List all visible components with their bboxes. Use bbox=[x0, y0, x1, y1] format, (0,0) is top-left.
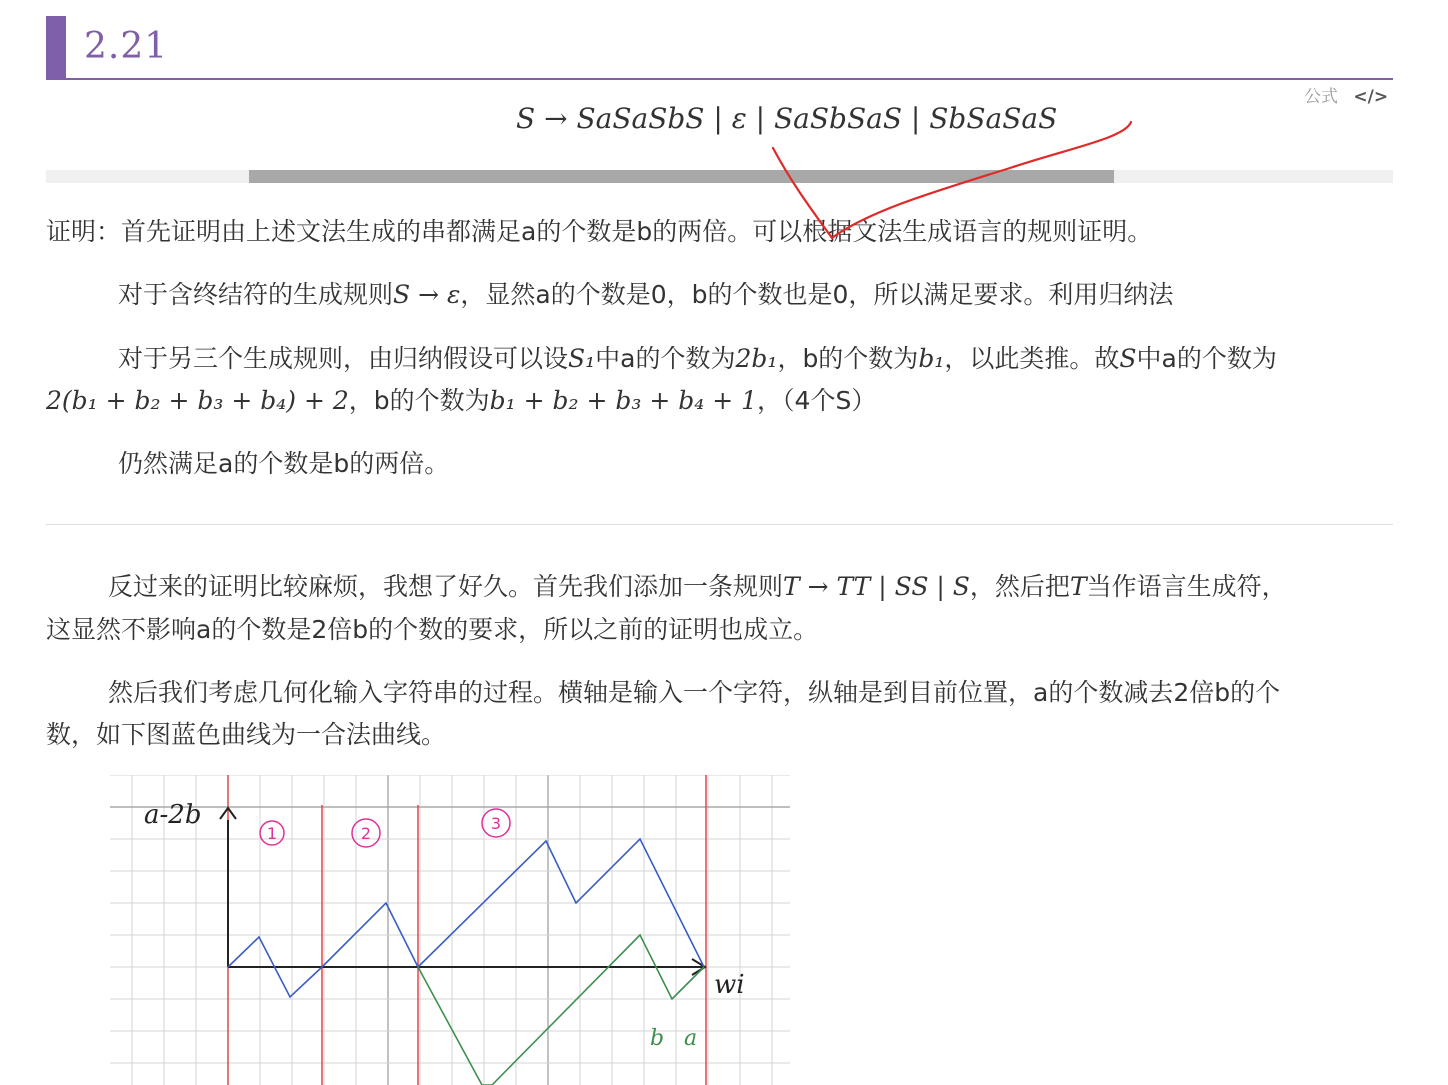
paragraph-induction-2 bbox=[46, 380, 876, 422]
graph-svg bbox=[110, 775, 790, 1085]
grammar-formula: S → SaSaSbS | ε | SaSbSaS | SbSaSaS bbox=[516, 102, 1058, 135]
code-icon[interactable]: </> bbox=[1353, 87, 1389, 107]
green-label: b bbox=[650, 1026, 665, 1051]
red-divider-lines bbox=[228, 775, 706, 1085]
text: 对于另三个生成规则，由归纳假设可以设 bbox=[118, 344, 569, 373]
text: 中a的个数为 bbox=[595, 344, 736, 373]
segment-label: 3 bbox=[490, 814, 502, 833]
text: ，显然a的个数是0，b的个数也是0，所以满足要求。利用归纳法 bbox=[460, 280, 1174, 309]
blue-valid-curve bbox=[228, 839, 704, 997]
math-inline: S₁ bbox=[568, 344, 596, 373]
x-axis-label: wi bbox=[714, 970, 745, 1000]
text: ，b的个数为 bbox=[348, 386, 490, 415]
paragraph-converse-2: 这显然不影响a的个数是2倍b的个数的要求，所以之前的证明也成立。 bbox=[46, 615, 819, 644]
text: ，（4个S） bbox=[757, 386, 877, 415]
math-inline: b₁ bbox=[918, 344, 945, 373]
paragraph-geometry-2: 数，如下图蓝色曲线为一合法曲线。 bbox=[46, 720, 447, 749]
segment-labels bbox=[260, 809, 510, 847]
segment-label: 1 bbox=[266, 824, 278, 843]
paragraph-conclusion: 仍然满足a的个数是b的两倍。 bbox=[118, 449, 450, 478]
formula-scrollbar-thumb[interactable] bbox=[249, 170, 1114, 183]
math-inline: S → ε bbox=[393, 280, 461, 309]
math-inline: T → TT | SS | S bbox=[783, 572, 970, 601]
formula-toolbar bbox=[1304, 82, 1398, 107]
math-inline: b₁ + b₂ + b₃ + b₄ + 1 bbox=[489, 386, 758, 415]
text: ，以此类推。故 bbox=[944, 344, 1120, 373]
section-heading bbox=[46, 16, 1393, 80]
y-axis-label: a-2b bbox=[144, 800, 202, 830]
text: ，然后把 bbox=[969, 572, 1070, 601]
text: 当作语言生成符， bbox=[1086, 572, 1287, 601]
math-inline: 2(b₁ + b₂ + b₃ + b₄) + 2 bbox=[46, 386, 349, 415]
paragraph-terminal-rule bbox=[118, 274, 1173, 316]
math-inline: S bbox=[1119, 344, 1137, 373]
heading-accent-bar bbox=[46, 16, 66, 78]
green-label: a bbox=[684, 1026, 698, 1051]
formula-label[interactable]: 公式 bbox=[1304, 87, 1338, 107]
paragraph-geometry-1: 然后我们考虑几何化输入字符串的过程。横轴是输入一个字符，纵轴是到目前位置，a的个数减去2倍b的个 bbox=[108, 678, 1281, 707]
paragraph-proof-intro: 证明：首先证明由上述文法生成的串都满足a的个数是b的两倍。可以根据文法生成语言的规则证明。 bbox=[46, 217, 1153, 246]
text: ，b的个数为 bbox=[777, 344, 919, 373]
text: 对于含终结符的生成规则 bbox=[118, 280, 394, 309]
divider bbox=[46, 524, 1393, 525]
segment-label: 2 bbox=[360, 824, 372, 843]
section-title: 2.21 bbox=[84, 26, 169, 67]
axes bbox=[220, 808, 705, 975]
handwritten-graph-figure bbox=[110, 775, 790, 1085]
text: 反过来的证明比较麻烦，我想了好久。首先我们添加一条规则 bbox=[108, 572, 784, 601]
math-inline: 2b₁ bbox=[735, 344, 778, 373]
paragraph-converse-1 bbox=[108, 566, 1287, 608]
text: 中a的个数为 bbox=[1136, 344, 1277, 373]
paragraph-induction-1 bbox=[118, 338, 1277, 380]
math-inline: T bbox=[1069, 572, 1087, 601]
